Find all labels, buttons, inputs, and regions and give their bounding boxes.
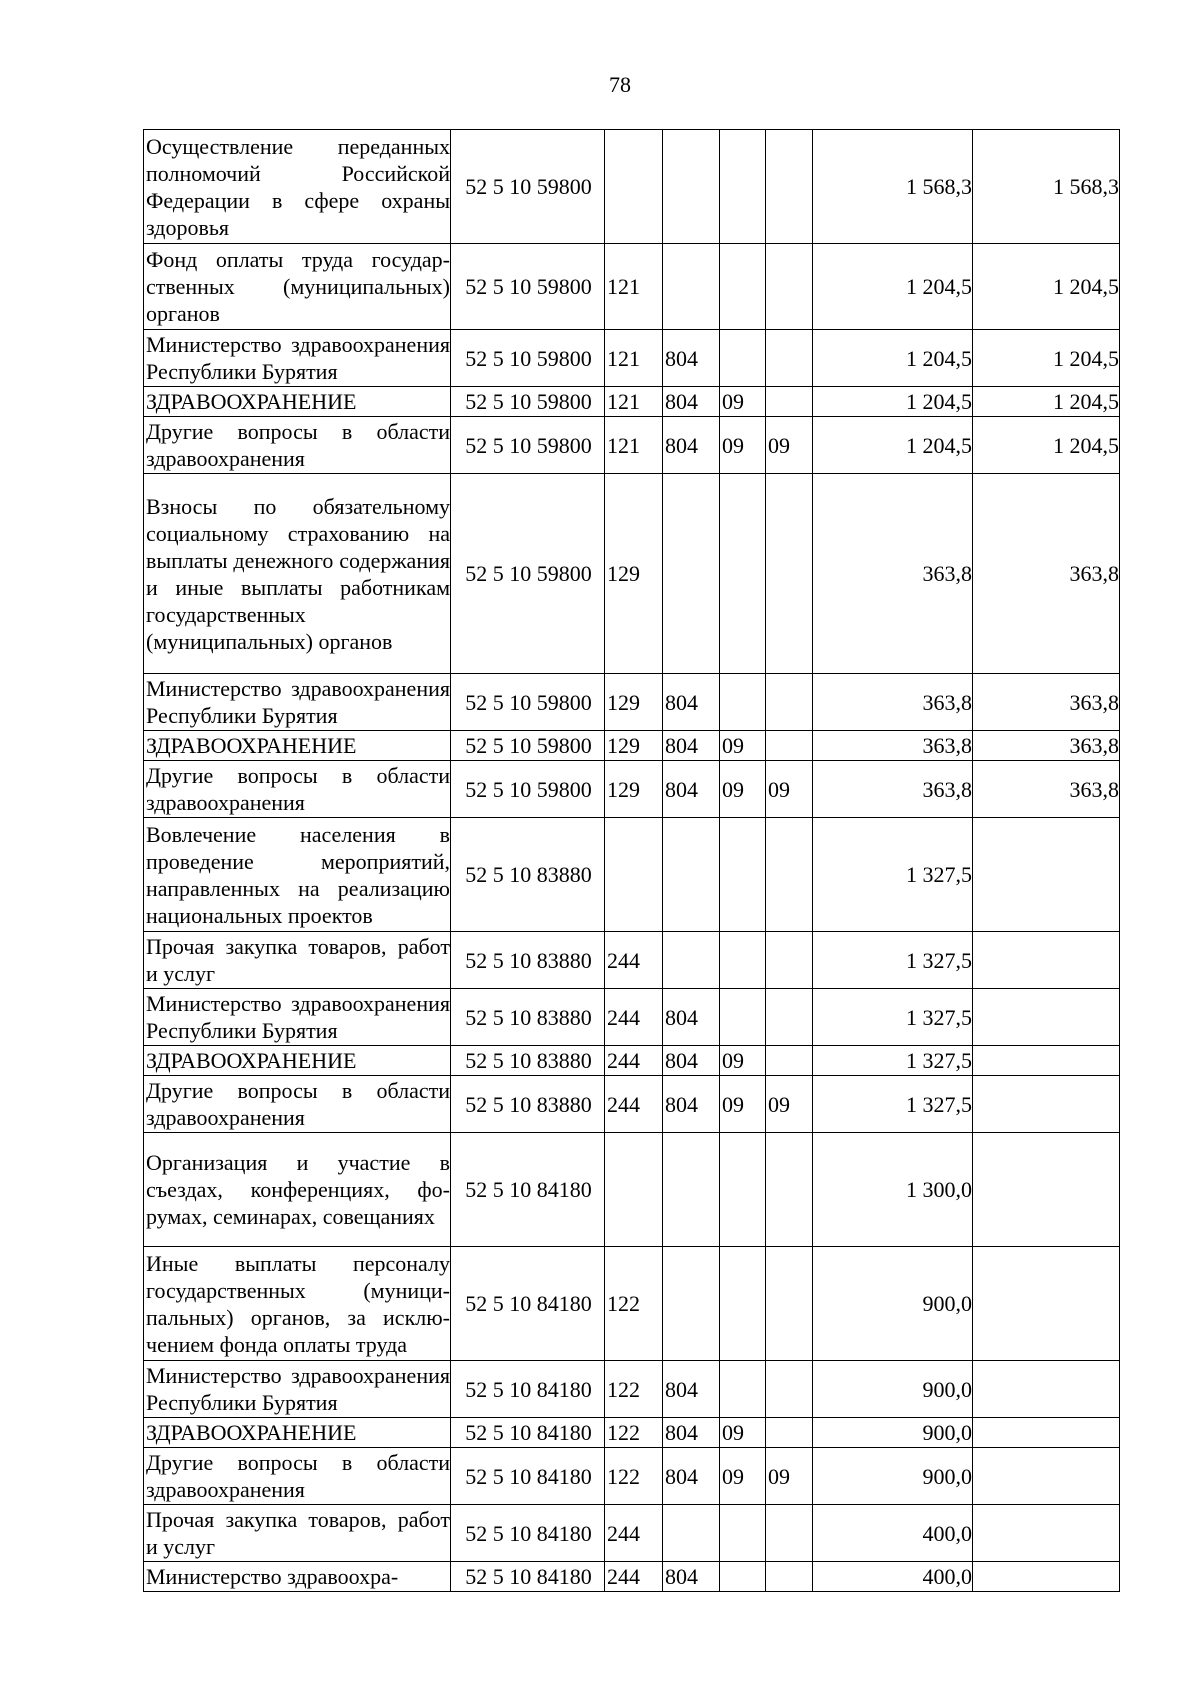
section-code xyxy=(720,474,766,674)
amount-year-1: 900,0 xyxy=(813,1418,973,1448)
ministry-code: 804 xyxy=(663,1448,720,1505)
ministry-code xyxy=(663,932,720,989)
target-article-code: 52 5 10 83880 xyxy=(451,989,605,1046)
expense-type-code: 121 xyxy=(605,330,663,387)
row-name: ЗДРАВООХРАНЕНИЕ xyxy=(144,387,451,417)
ministry-code: 804 xyxy=(663,1076,720,1133)
table-row xyxy=(144,474,1120,674)
ministry-code: 804 xyxy=(663,1361,720,1418)
amount-year-2: 363,8 xyxy=(973,474,1120,674)
page-number: 78 xyxy=(609,72,631,97)
subsection-code xyxy=(766,1046,813,1076)
ministry-code: 804 xyxy=(663,1562,720,1592)
expense-type-code: 129 xyxy=(605,474,663,674)
target-article-code: 52 5 10 83880 xyxy=(451,932,605,989)
subsection-code xyxy=(766,244,813,330)
amount-year-1: 400,0 xyxy=(813,1505,973,1562)
target-article-code: 52 5 10 59800 xyxy=(451,387,605,417)
amount-year-2: 1 204,5 xyxy=(973,387,1120,417)
amount-year-2 xyxy=(973,1418,1120,1448)
target-article-code: 52 5 10 83880 xyxy=(451,1076,605,1133)
amount-year-1: 1 204,5 xyxy=(813,330,973,387)
target-article-code: 52 5 10 84180 xyxy=(451,1361,605,1418)
section-code xyxy=(720,1361,766,1418)
amount-year-2 xyxy=(973,1448,1120,1505)
amount-year-2: 363,8 xyxy=(973,761,1120,818)
section-code xyxy=(720,932,766,989)
row-name: Организация и участие в съездах, конференциях, форумах, семинарах, совещаниях xyxy=(144,1133,451,1247)
ministry-code xyxy=(663,1247,720,1361)
expense-type-code: 121 xyxy=(605,387,663,417)
expense-type-code: 122 xyxy=(605,1247,663,1361)
amount-year-1: 1 300,0 xyxy=(813,1133,973,1247)
budget-table xyxy=(143,129,1120,1592)
section-code xyxy=(720,1247,766,1361)
ministry-code xyxy=(663,1505,720,1562)
section-code xyxy=(720,1133,766,1247)
row-name: Другие вопросы в области здравоохранения xyxy=(144,761,451,818)
section-code: 09 xyxy=(720,1448,766,1505)
ministry-code xyxy=(663,1133,720,1247)
row-name: Министерство здравоохранения Республики Бурятия xyxy=(144,1361,451,1418)
row-name: ЗДРАВООХРАНЕНИЕ xyxy=(144,731,451,761)
target-article-code: 52 5 10 84180 xyxy=(451,1448,605,1505)
amount-year-2: 1 568,3 xyxy=(973,130,1120,244)
section-code xyxy=(720,818,766,932)
expense-type-code xyxy=(605,818,663,932)
target-article-code: 52 5 10 84180 xyxy=(451,1562,605,1592)
amount-year-1: 1 568,3 xyxy=(813,130,973,244)
ministry-code: 804 xyxy=(663,989,720,1046)
row-name: Вовлечение населения в проведение мероприятий, направленных на реализацию национальных проектов xyxy=(144,818,451,932)
amount-year-2: 1 204,5 xyxy=(973,417,1120,474)
subsection-code xyxy=(766,387,813,417)
amount-year-2 xyxy=(973,932,1120,989)
subsection-code xyxy=(766,474,813,674)
row-name: Министерство здравоохра- xyxy=(144,1562,451,1592)
row-name: Другие вопросы в области здравоохранения xyxy=(144,1448,451,1505)
amount-year-1: 900,0 xyxy=(813,1361,973,1418)
table-row xyxy=(144,989,1120,1046)
ministry-code: 804 xyxy=(663,387,720,417)
subsection-code: 09 xyxy=(766,761,813,818)
target-article-code: 52 5 10 84180 xyxy=(451,1418,605,1448)
amount-year-1: 363,8 xyxy=(813,731,973,761)
table-row xyxy=(144,761,1120,818)
amount-year-2: 1 204,5 xyxy=(973,244,1120,330)
row-name: Министерство здравоохранения Республики Бурятия xyxy=(144,674,451,731)
ministry-code xyxy=(663,244,720,330)
subsection-code: 09 xyxy=(766,417,813,474)
amount-year-2 xyxy=(973,1046,1120,1076)
section-code xyxy=(720,989,766,1046)
row-name: ЗДРАВООХРАНЕНИЕ xyxy=(144,1046,451,1076)
row-name: Министерство здравоохранения Республики Бурятия xyxy=(144,989,451,1046)
row-name: Другие вопросы в области здравоохранения xyxy=(144,1076,451,1133)
subsection-code xyxy=(766,1361,813,1418)
row-name: Иные выплаты персоналу государственных (муниципальных) органов, за исключением фонда оплаты труда xyxy=(144,1247,451,1361)
amount-year-2 xyxy=(973,818,1120,932)
ministry-code: 804 xyxy=(663,1418,720,1448)
amount-year-2 xyxy=(973,1133,1120,1247)
target-article-code: 52 5 10 59800 xyxy=(451,130,605,244)
expense-type-code xyxy=(605,1133,663,1247)
ministry-code xyxy=(663,130,720,244)
row-name: Фонд оплаты труда государственных (муниципальных) органов xyxy=(144,244,451,330)
table-row xyxy=(144,932,1120,989)
subsection-code: 09 xyxy=(766,1448,813,1505)
section-code: 09 xyxy=(720,1046,766,1076)
amount-year-1: 1 327,5 xyxy=(813,1046,973,1076)
table-row xyxy=(144,1076,1120,1133)
amount-year-1: 1 327,5 xyxy=(813,932,973,989)
amount-year-1: 400,0 xyxy=(813,1562,973,1592)
target-article-code: 52 5 10 83880 xyxy=(451,818,605,932)
target-article-code: 52 5 10 59800 xyxy=(451,417,605,474)
subsection-code xyxy=(766,989,813,1046)
expense-type-code: 122 xyxy=(605,1418,663,1448)
target-article-code: 52 5 10 59800 xyxy=(451,244,605,330)
amount-year-2 xyxy=(973,989,1120,1046)
amount-year-1: 1 204,5 xyxy=(813,387,973,417)
amount-year-2 xyxy=(973,1562,1120,1592)
table-row xyxy=(144,1247,1120,1361)
section-code: 09 xyxy=(720,761,766,818)
row-name: Взносы по обязательному социальному страхованию на выплаты денежного содержания и иные выплаты работникам государственных (муниципальных) органов xyxy=(144,474,451,674)
target-article-code: 52 5 10 59800 xyxy=(451,330,605,387)
ministry-code: 804 xyxy=(663,417,720,474)
section-code: 09 xyxy=(720,417,766,474)
expense-type-code: 121 xyxy=(605,417,663,474)
amount-year-1: 900,0 xyxy=(813,1247,973,1361)
expense-type-code xyxy=(605,130,663,244)
subsection-code xyxy=(766,1418,813,1448)
subsection-code: 09 xyxy=(766,1076,813,1133)
target-article-code: 52 5 10 83880 xyxy=(451,1046,605,1076)
expense-type-code: 121 xyxy=(605,244,663,330)
expense-type-code: 244 xyxy=(605,932,663,989)
amount-year-1: 1 327,5 xyxy=(813,1076,973,1133)
amount-year-1: 363,8 xyxy=(813,761,973,818)
section-code: 09 xyxy=(720,731,766,761)
table-row xyxy=(144,1133,1120,1247)
section-code xyxy=(720,1562,766,1592)
row-name: ЗДРАВООХРАНЕНИЕ xyxy=(144,1418,451,1448)
target-article-code: 52 5 10 59800 xyxy=(451,474,605,674)
amount-year-1: 1 204,5 xyxy=(813,417,973,474)
ministry-code: 804 xyxy=(663,761,720,818)
subsection-code xyxy=(766,818,813,932)
ministry-code xyxy=(663,818,720,932)
target-article-code: 52 5 10 84180 xyxy=(451,1505,605,1562)
subsection-code xyxy=(766,1247,813,1361)
amount-year-2 xyxy=(973,1361,1120,1418)
target-article-code: 52 5 10 84180 xyxy=(451,1133,605,1247)
expense-type-code: 244 xyxy=(605,989,663,1046)
target-article-code: 52 5 10 84180 xyxy=(451,1247,605,1361)
ministry-code xyxy=(663,474,720,674)
section-code xyxy=(720,674,766,731)
table-row xyxy=(144,417,1120,474)
amount-year-2 xyxy=(973,1505,1120,1562)
table-row xyxy=(144,818,1120,932)
amount-year-2 xyxy=(973,1247,1120,1361)
expense-type-code: 129 xyxy=(605,761,663,818)
subsection-code xyxy=(766,932,813,989)
table-row xyxy=(144,1448,1120,1505)
table-row xyxy=(144,1418,1120,1448)
table-row xyxy=(144,130,1120,244)
table-row xyxy=(144,674,1120,731)
expense-type-code: 129 xyxy=(605,674,663,731)
subsection-code xyxy=(766,674,813,731)
expense-type-code: 122 xyxy=(605,1448,663,1505)
target-article-code: 52 5 10 59800 xyxy=(451,761,605,818)
ministry-code: 804 xyxy=(663,731,720,761)
subsection-code xyxy=(766,1505,813,1562)
table-row xyxy=(144,387,1120,417)
amount-year-2: 363,8 xyxy=(973,674,1120,731)
amount-year-2: 363,8 xyxy=(973,731,1120,761)
amount-year-1: 363,8 xyxy=(813,474,973,674)
subsection-code xyxy=(766,330,813,387)
amount-year-1: 1 327,5 xyxy=(813,818,973,932)
expense-type-code: 244 xyxy=(605,1562,663,1592)
amount-year-1: 1 327,5 xyxy=(813,989,973,1046)
target-article-code: 52 5 10 59800 xyxy=(451,674,605,731)
expense-type-code: 129 xyxy=(605,731,663,761)
expense-type-code: 244 xyxy=(605,1046,663,1076)
amount-year-1: 363,8 xyxy=(813,674,973,731)
subsection-code xyxy=(766,130,813,244)
table-row xyxy=(144,1361,1120,1418)
expense-type-code: 122 xyxy=(605,1361,663,1418)
amount-year-2 xyxy=(973,1076,1120,1133)
ministry-code: 804 xyxy=(663,1046,720,1076)
table-row xyxy=(144,1046,1120,1076)
table-body xyxy=(144,130,1120,1592)
subsection-code xyxy=(766,1133,813,1247)
amount-year-1: 1 204,5 xyxy=(813,244,973,330)
ministry-code: 804 xyxy=(663,674,720,731)
expense-type-code: 244 xyxy=(605,1076,663,1133)
table-row xyxy=(144,1505,1120,1562)
table-row xyxy=(144,731,1120,761)
table-row xyxy=(144,1562,1120,1592)
row-name: Министерство здравоохранения Республики Бурятия xyxy=(144,330,451,387)
section-code xyxy=(720,244,766,330)
section-code: 09 xyxy=(720,1418,766,1448)
table-row xyxy=(144,244,1120,330)
row-name: Осуществление переданных полномочий Российской Федерации в сфере охраны здоровья xyxy=(144,130,451,244)
target-article-code: 52 5 10 59800 xyxy=(451,731,605,761)
subsection-code xyxy=(766,1562,813,1592)
row-name: Прочая закупка товаров, работ и услуг xyxy=(144,932,451,989)
amount-year-1: 900,0 xyxy=(813,1448,973,1505)
section-code xyxy=(720,330,766,387)
subsection-code xyxy=(766,731,813,761)
table-row xyxy=(144,330,1120,387)
row-name: Прочая закупка товаров, работ и услуг xyxy=(144,1505,451,1562)
section-code: 09 xyxy=(720,387,766,417)
section-code xyxy=(720,1505,766,1562)
section-code: 09 xyxy=(720,1076,766,1133)
expense-type-code: 244 xyxy=(605,1505,663,1562)
ministry-code: 804 xyxy=(663,330,720,387)
section-code xyxy=(720,130,766,244)
amount-year-2: 1 204,5 xyxy=(973,330,1120,387)
row-name: Другие вопросы в области здравоохранения xyxy=(144,417,451,474)
